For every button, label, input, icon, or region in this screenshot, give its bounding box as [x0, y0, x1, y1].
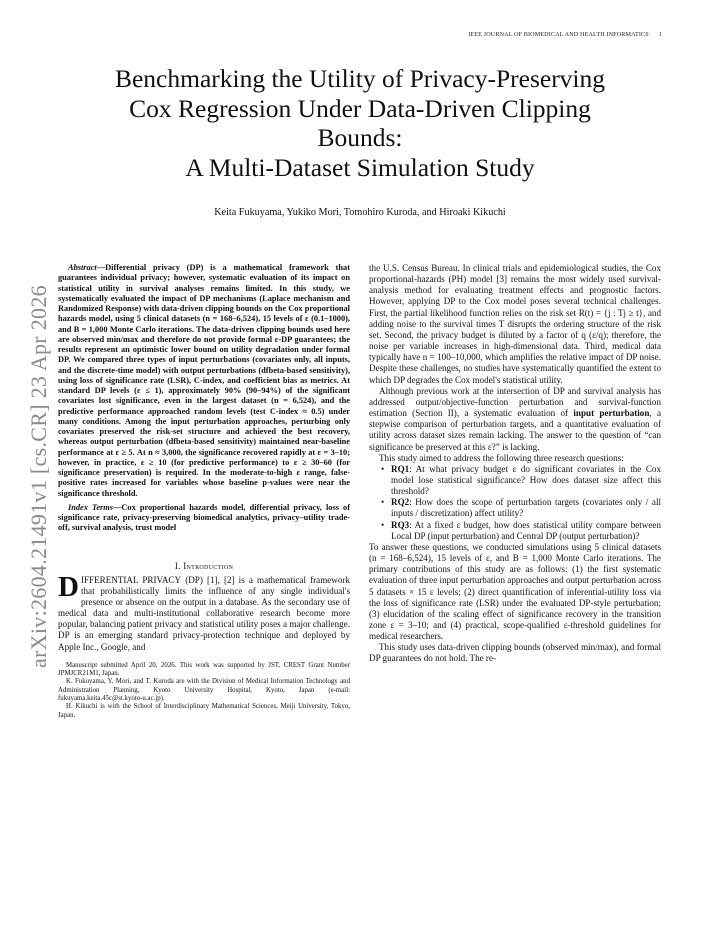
title-line: Bounds: [317, 123, 403, 152]
title-line: Cox Regression Under Data-Driven Clipping [129, 93, 591, 123]
drop-cap: D [58, 570, 79, 603]
title-line: A Multi-Dataset Simulation Study [185, 152, 535, 182]
arxiv-identifier: arXiv:2604.21491v1 [cs.CR] 23 Apr 2026 [26, 285, 51, 668]
footnote: Manuscript submitted April 20, 2026. This work was supported by JST, CREST Grant Number JPMJCR21M1, Japan. [58, 661, 350, 678]
body-paragraph: This study aimed to address the following three research questions: [379, 452, 624, 463]
journal-name: IEEE JOURNAL OF BIOMEDICAL AND HEALTH INFORMATICS [468, 31, 649, 38]
page-number: 1 [658, 31, 662, 38]
running-header [468, 31, 662, 38]
body-paragraph: This study uses data-driven clipping bounds (observed min/max), and formal DP guarantees do not hold. The re- [369, 642, 661, 664]
right-column [369, 263, 661, 665]
research-questions-list [369, 464, 661, 542]
paper-title [62, 64, 658, 182]
body-paragraph [369, 386, 661, 453]
rq-text: : How does the scope of perturbation targets (covariates only / all inputs / discretization) affect utility? [391, 497, 661, 519]
list-item [379, 497, 661, 519]
title-line: Benchmarking the Utility of Privacy-Preserving [114, 64, 606, 93]
rq-label: RQ1 [391, 463, 410, 474]
index-terms-text: —Cox proportional hazards model, differential privacy, loss of significance rate, privacy-preserving biomedical analytics, privacy–utility trade-off, survival analysis, trust model [58, 502, 350, 533]
index-terms [58, 503, 350, 534]
rq-text: : At what privacy budget ε do significant covariates in the Cox model lose statistical significance? How does dataset size affect this threshold? [391, 463, 661, 497]
footnote: H. Kikuchi is with the School of Interdisciplinary Mathematical Sciences, Meiji University, Tokyo, Japan. [58, 703, 350, 719]
intro-text: (DP) [1], [2] is a mathematical framework that probabilistically limits the influence of any single individual's presence or absence on the output in a database. As the secondary use of medical data and multi-institutional collaborative research become more popular, balancing patient privacy and statistical utility poses a major challenge. DP is an emerging standard privacy-protection technique and deployed by Apple Inc., Google, and [58, 574, 350, 652]
intro-paragraph [58, 570, 350, 653]
rq-label: RQ2 [391, 497, 410, 508]
body-paragraph: the U.S. Census Bureau. In clinical trials and epidemiological studies, the Cox proportional-hazards (PH) model [3] remains the most widely used survival-analysis method for evaluating treatment effects and prognostic factors. However, applying DP to the Cox model poses several technical challenges. First, the partial likelihood function relies on the risk set R(t) = {j : Tj ≥ t}, and adding noise to the survival times T disrupts the ordering structure of the risk set. Second, the privacy budget is diluted by a factor of q (ε/q); therefore, the noise per variable increases in high-dimensional data. Third, medical data typically have n = 100–10,000, which amplifies the relative impact of DP noise. Despite these challenges, no studies have systematically quantified the extent to which DP degrades the Cox model's statistical utility. [369, 263, 661, 385]
left-column [58, 263, 350, 720]
rq-label: RQ3 [391, 519, 410, 530]
index-terms-label: Index Terms [68, 502, 114, 512]
author-list: Keita Fukuyama, Yukiko Mori, Tomohiro Kuroda, and Hiroaki Kikuchi [214, 207, 506, 218]
intro-first-words: IFFERENTIAL PRIVACY [80, 574, 182, 585]
body-text: Although previous work at the intersection of DP and survival analysis has addressed output/objective-function perturbation and survival-function estimation (Section II), a systematic evaluation of [369, 385, 661, 419]
list-item [379, 464, 661, 497]
footnotes [58, 662, 350, 720]
abstract-label: Abstract [68, 263, 97, 272]
footnote: K. Fukuyama, Y. Mori, and T. Kuroda are with the Division of Medical Information Technology and Administration Planning, Kyoto University Hospital, Kyoto, Japan (e-mail: fukuyama.keita.45c@st.kyoto-u.ac.jp). [58, 678, 350, 702]
abstract-text: —Differential privacy (DP) is a mathematical framework that guarantees individual privacy; however, systematic evaluation of its impact on statistical utility in survival analyses remains limited. In this study, we systematically evaluated the impact of DP mechanisms (Laplace mechanism and Randomized Response) with data-driven clipping bounds on the Cox proportional hazards model, using 5 clinical datasets (n = 168–6,524), 15 levels of ε (0.1–1000), and B = 1,000 Monte Carlo iterations. The data-driven clipping bounds used here are observed min/max and therefore do not provide formal ε-DP guarantees; the results represent an optimistic lower bound on utility degradation under formal DP. We compared three types of input perturbations (covariates only, all inputs, and the discrete-time model) with output perturbations (dfbeta-based sensitivity), using loss of significance rate (LSR), C-index, and coefficient bias as metrics. At standard DP levels (ε ≤ 1), approximately 90% (90–94%) of the significant covariates lost significance, even in the largest dataset (n = 6,524), and the predictive performance approached random levels (test C-index ≈ 0.5) under many conditions. Among the input perturbation approaches, perturbing only covariates preserved the risk-set structure and achieved the best recovery, whereas output perturbation (dfbeta-based sensitivity) maintained near-baseline performance at ε ≥ 5. At n ≈ 3,000, the significance recovered rapidly at ε = 3–10; however, in practice, ε ≥ 10 (for predictive performance) to ε ≥ 30–60 (for significance preservation) is required. In the moderate-to-high ε range, false-positive rates increased for variables whose baseline p-values were near the significance threshold. [58, 263, 350, 498]
body-paragraph: To answer these questions, we conducted simulations using 5 clinical datasets (n = 168–6,524), 15 levels of ε, and B = 1,000 Monte Carlo iterations. The primary contributions of this study are as follows: (1) the first systematic evaluation of three input perturbation approaches and output perturbation across 5 datasets × 15 ε levels; (2) direct quantification of inferential-utility loss via the loss of significance rate (LSR) under the evaluated DP-style perturbation; (3) elucidation of the scaling effect of significance recovery in the transition zone ε = 3–10; and (4) practical, scope-qualified ε-threshold guidelines for medical researchers. [369, 541, 661, 642]
section-heading-introduction: I. Introduction [174, 560, 234, 571]
emphasis-text: input perturbation [573, 408, 650, 419]
list-item [379, 520, 661, 542]
rq-text: : At a fixed ε budget, how does statistical utility compare between Local DP (input perturbation) and Central DP (output perturbation)? [391, 519, 661, 541]
abstract [58, 263, 350, 499]
body-text: , a stepwise comparison of perturbation targets, and a quantitative evaluation of utility across dataset sizes remain lacking. The answer to the question of “can significance be preserved at this ε?” is lacking. [369, 408, 661, 452]
